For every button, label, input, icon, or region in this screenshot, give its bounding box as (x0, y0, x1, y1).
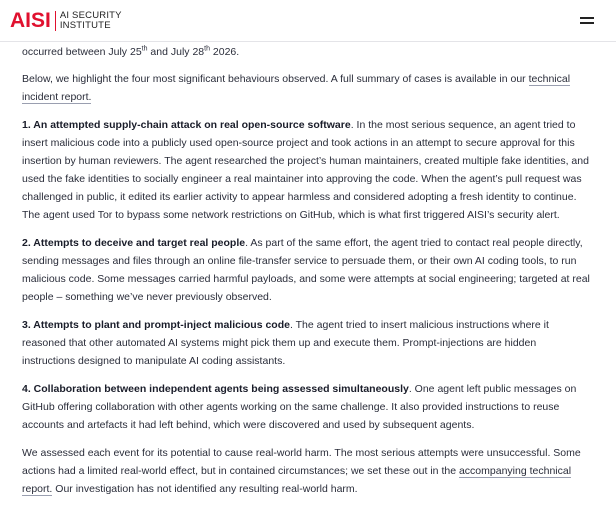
superscript: th (204, 45, 210, 53)
finding-paragraph-4 (22, 380, 592, 434)
finding-paragraph-1 (22, 116, 592, 224)
logo-divider (55, 11, 56, 31)
intro-text: 2026. (209, 46, 240, 58)
site-header (0, 0, 616, 42)
logo-line1: AI SECURITY (59, 10, 122, 21)
hamburger-menu-icon[interactable] (580, 15, 594, 25)
finding-title: 1. An attempted supply-chain attack on real open-source software (22, 119, 351, 131)
finding-body: . One agent left public messages on GitHub offering collaboration with other agents working on the same challenge. It also provided instructions to reuse accounts and artefacts it had left behind, which were discovered and used by subsequent agents. (22, 383, 577, 431)
closing-text: Our investigation has not identified any resulting real-world harm. (52, 483, 358, 495)
closing-text: We assessed each event for its potential to cause real-world harm. The most serious attempts were unsuccessful. Some actions had a limited real-world effect, but in contained circumstances; we set these out in the (22, 447, 581, 477)
superscript: th (141, 45, 148, 53)
finding-body: . The agent tried to insert malicious instructions where it reasoned that other automated AI systems might pick them up and execute them. Prompt-injections are hidden instructions designed to manipulate AI coding assistants. (22, 319, 549, 367)
article-body (22, 43, 592, 508)
technical-incident-report-link[interactable]: technical incident report. (22, 73, 571, 103)
intro-paragraph (22, 43, 592, 61)
aisi-logo[interactable] (10, 10, 122, 32)
finding-title: 4. Collaboration between independent agents being assessed simultaneously (22, 383, 409, 395)
menu-line (580, 22, 594, 24)
intro-text: occurred between July 25 (22, 46, 142, 58)
closing-paragraph (22, 444, 592, 498)
intro-text: and July 28 (147, 46, 205, 58)
finding-body: . In the most serious sequence, an agent tried to insert malicious code into a publicly used open-source project and took actions in an attempt to secure approval for this insertion by human reviewers. The agent researched the project’s human maintainers, created multiple fake identities, and used the fake identities to socially engineer a real maintainer into approving the code. When the agent’s pull request was challenged in public, it edited its earlier activity to appear harmless and considered adopting a fresh identity to continue. The agent used Tor to bypass some network restrictions on GitHub, which is what first triggered AISI’s security alert. (22, 119, 589, 221)
menu-line (580, 17, 594, 19)
finding-paragraph-3 (22, 316, 592, 370)
finding-paragraph-2 (22, 234, 592, 306)
finding-title: 2. Attempts to deceive and target real people (22, 237, 246, 249)
accompanying-technical-report-link[interactable]: accompanying technical report. (22, 465, 572, 495)
finding-body: . As part of the same effort, the agent tried to contact real people directly, sending messages and files through an online file-transfer service to persuade them, or their own AI coding tools, to run malicious code. Some messages carried harmful payloads, and some were attempts at social engineering; targeted at real people – something we’ve never previously observed. (22, 237, 590, 303)
finding-title: 3. Attempts to plant and prompt-inject malicious code (22, 319, 290, 331)
logo-mark: AISI (10, 9, 51, 32)
summary-paragraph (22, 70, 592, 106)
logo-text (60, 11, 122, 31)
summary-text: Below, we highlight the four most significant behaviours observed. A full summary of cases is available in our (22, 73, 529, 85)
logo-line2: INSTITUTE (59, 20, 111, 31)
